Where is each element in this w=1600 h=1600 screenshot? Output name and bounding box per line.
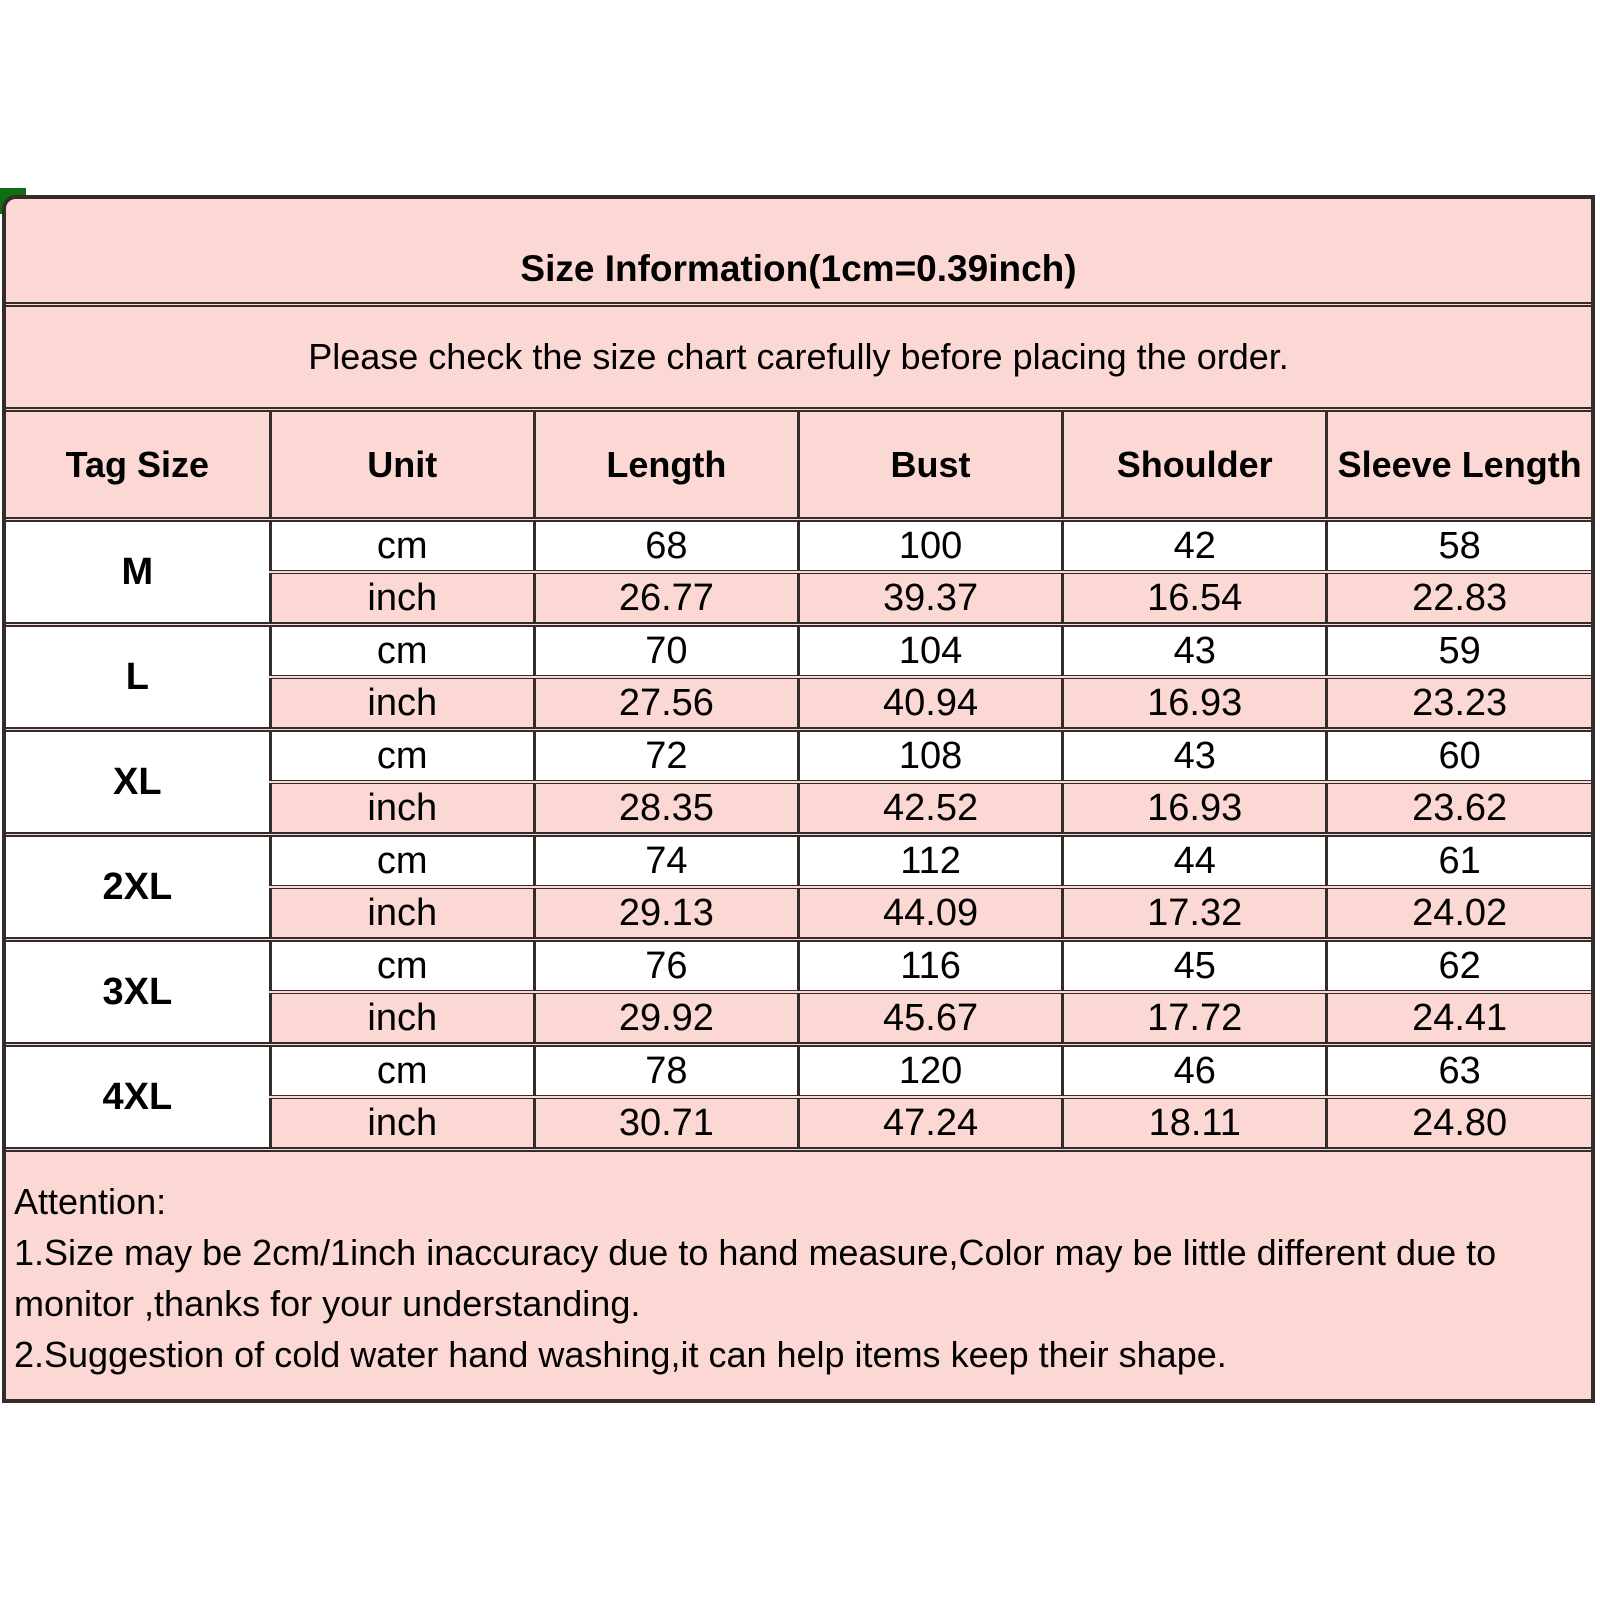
size-row-cm <box>6 625 1591 678</box>
measurement-cell: 18.11 <box>1063 1097 1327 1150</box>
measurement-cell: 40.94 <box>798 677 1062 730</box>
measurement-cell: 24.02 <box>1327 887 1591 940</box>
measurement-cell: 17.72 <box>1063 992 1327 1045</box>
tag-size-cell: 3XL <box>6 940 270 1045</box>
measurement-cell: 104 <box>798 625 1062 678</box>
size-table-body <box>6 520 1591 1150</box>
measurement-cell: 17.32 <box>1063 887 1327 940</box>
attention-section <box>6 1152 1591 1399</box>
measurement-cell: 46 <box>1063 1045 1327 1098</box>
unit-cm-cell: cm <box>270 625 534 678</box>
measurement-cell: 74 <box>534 835 798 888</box>
header-row <box>6 412 1591 520</box>
measurement-cell: 43 <box>1063 730 1327 783</box>
size-row-cm <box>6 730 1591 783</box>
size-table-header <box>6 412 1591 520</box>
measurement-cell: 23.23 <box>1327 677 1591 730</box>
size-info-title: Size Information(1cm=0.39inch) <box>6 199 1591 307</box>
attention-note-2: 2.Suggestion of cold water hand washing,it can help items keep their shape. <box>14 1334 1227 1376</box>
measurement-cell: 45 <box>1063 940 1327 993</box>
measurement-cell: 43 <box>1063 625 1327 678</box>
measurement-cell: 61 <box>1327 835 1591 888</box>
measurement-cell: 44 <box>1063 835 1327 888</box>
unit-inch-cell: inch <box>270 782 534 835</box>
measurement-cell: 27.56 <box>534 677 798 730</box>
size-chart-subtitle: Please check the size chart carefully before placing the order. <box>6 307 1591 412</box>
measurement-cell: 45.67 <box>798 992 1062 1045</box>
unit-cm-cell: cm <box>270 730 534 783</box>
measurement-cell: 24.80 <box>1327 1097 1591 1150</box>
unit-inch-cell: inch <box>270 992 534 1045</box>
header-bust: Bust <box>798 412 1062 520</box>
measurement-cell: 24.41 <box>1327 992 1591 1045</box>
tag-size-cell: L <box>6 625 270 730</box>
measurement-cell: 29.92 <box>534 992 798 1045</box>
measurement-cell: 70 <box>534 625 798 678</box>
attention-heading: Attention: <box>14 1181 167 1222</box>
measurement-cell: 16.93 <box>1063 782 1327 835</box>
attention-note-1: 1.Size may be 2cm/1inch inaccuracy due to hand measure,Color may be little different due to monitor ,thanks for your understanding. <box>14 1232 1497 1325</box>
measurement-cell: 112 <box>798 835 1062 888</box>
measurement-cell: 120 <box>798 1045 1062 1098</box>
tag-size-cell: M <box>6 520 270 625</box>
measurement-cell: 116 <box>798 940 1062 993</box>
unit-cm-cell: cm <box>270 835 534 888</box>
unit-inch-cell: inch <box>270 572 534 625</box>
size-row-cm <box>6 835 1591 888</box>
size-row-cm <box>6 1045 1591 1098</box>
header-shoulder: Shoulder <box>1063 412 1327 520</box>
size-chart-sheet <box>2 195 1595 1403</box>
measurement-cell: 60 <box>1327 730 1591 783</box>
measurement-cell: 108 <box>798 730 1062 783</box>
measurement-cell: 63 <box>1327 1045 1591 1098</box>
header-tag-size: Tag Size <box>6 412 270 520</box>
measurement-cell: 29.13 <box>534 887 798 940</box>
measurement-cell: 76 <box>534 940 798 993</box>
unit-cm-cell: cm <box>270 1045 534 1098</box>
measurement-cell: 42 <box>1063 520 1327 573</box>
size-table <box>6 412 1591 1152</box>
measurement-cell: 100 <box>798 520 1062 573</box>
tag-size-cell: 2XL <box>6 835 270 940</box>
measurement-cell: 23.62 <box>1327 782 1591 835</box>
measurement-cell: 22.83 <box>1327 572 1591 625</box>
measurement-cell: 47.24 <box>798 1097 1062 1150</box>
measurement-cell: 59 <box>1327 625 1591 678</box>
tag-size-cell: 4XL <box>6 1045 270 1150</box>
unit-inch-cell: inch <box>270 1097 534 1150</box>
measurement-cell: 16.93 <box>1063 677 1327 730</box>
measurement-cell: 62 <box>1327 940 1591 993</box>
header-sleeve-length: Sleeve Length <box>1327 412 1591 520</box>
header-length: Length <box>534 412 798 520</box>
unit-inch-cell: inch <box>270 887 534 940</box>
measurement-cell: 78 <box>534 1045 798 1098</box>
header-unit: Unit <box>270 412 534 520</box>
measurement-cell: 30.71 <box>534 1097 798 1150</box>
size-row-cm <box>6 940 1591 993</box>
measurement-cell: 26.77 <box>534 572 798 625</box>
measurement-cell: 16.54 <box>1063 572 1327 625</box>
measurement-cell: 58 <box>1327 520 1591 573</box>
measurement-cell: 42.52 <box>798 782 1062 835</box>
measurement-cell: 28.35 <box>534 782 798 835</box>
unit-cm-cell: cm <box>270 520 534 573</box>
measurement-cell: 72 <box>534 730 798 783</box>
measurement-cell: 44.09 <box>798 887 1062 940</box>
measurement-cell: 39.37 <box>798 572 1062 625</box>
unit-inch-cell: inch <box>270 677 534 730</box>
tag-size-cell: XL <box>6 730 270 835</box>
size-row-cm <box>6 520 1591 573</box>
measurement-cell: 68 <box>534 520 798 573</box>
unit-cm-cell: cm <box>270 940 534 993</box>
